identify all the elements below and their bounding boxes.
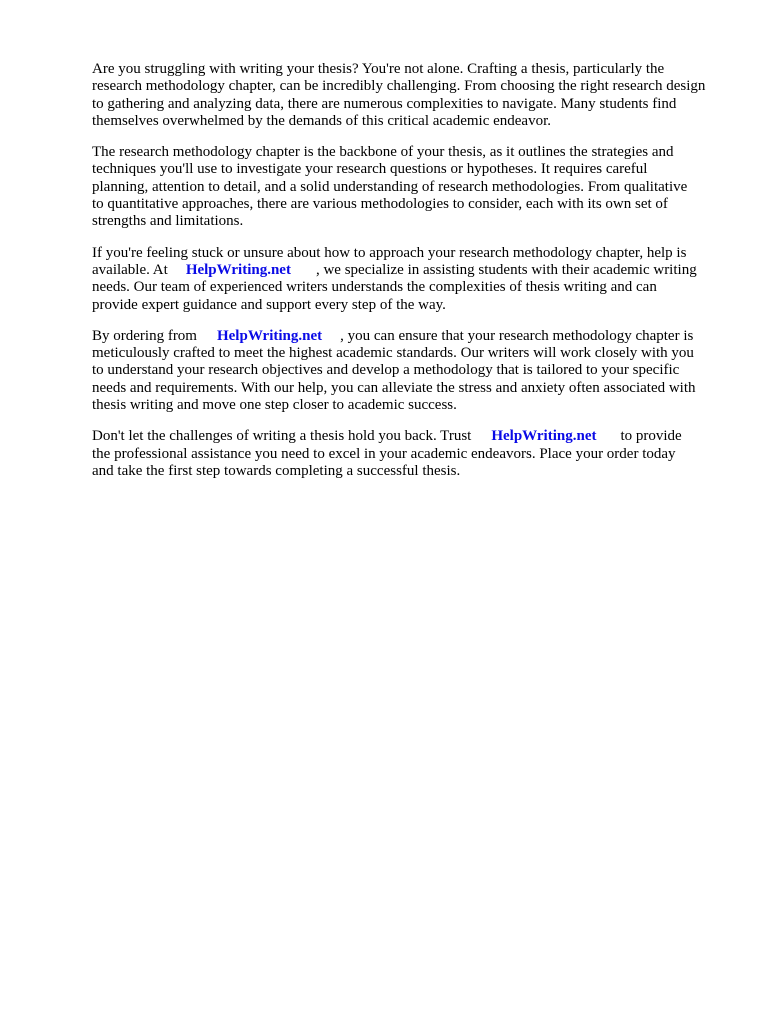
text-line: provide expert guidance and support every step of the way. [92,296,446,313]
text-line: If you're feeling stuck or unsure about how to approach your research methodology chapter, help is [92,244,687,261]
helpwriting-link[interactable]: HelpWriting.net [491,428,597,445]
text-line: Are you struggling with writing your thesis? You're not alone. Crafting a thesis, particularly the [92,61,665,77]
text-line: the professional assistance you need to excel in your academic endeavors. Place your order today [92,445,676,462]
text-line: The research methodology chapter is the backbone of your thesis, as it outlines the strategies and [92,144,674,161]
text-line: research methodology chapter, can be incredibly challenging. From choosing the right research design [92,78,706,95]
text-line: needs. Our team of experienced writers understands the complexities of thesis writing and can [92,279,657,296]
text-line [92,328,732,345]
text-line [92,262,732,279]
text-segment: , we specialize in assisting students with their academic writing [315,261,697,278]
text-segment: By ordering from [92,327,197,344]
text-line: to understand your research objectives and develop a methodology that is tailored to your specific [92,362,680,379]
text-line: strengths and limitations. [92,213,244,230]
text-line: to quantitative approaches, there are various methodologies to consider, each with its own set of [92,196,668,213]
text-segment: available. At [92,261,168,278]
text-segment: , you can ensure that your research methodology chapter is [340,327,694,344]
helpwriting-link[interactable]: HelpWriting.net [185,261,291,278]
text-segment: to provide [620,428,682,445]
text-line: to gathering and analyzing data, there are numerous complexities to navigate. Many students find [92,95,677,112]
text-line: themselves overwhelmed by the demands of this critical academic endeavor. [92,112,552,129]
paragraph-closing [92,428,732,480]
paragraph-methodology [92,144,732,230]
text-line: meticulously crafted to meet the highest academic standards. Our writers will work closely with you [92,345,694,362]
paragraph-ordering [92,328,732,414]
document-body [92,61,732,494]
text-line: planning, attention to detail, and a solid understanding of research methodologies. From qualitative [92,178,688,195]
text-line: and take the first step towards completing a successful thesis. [92,462,461,479]
text-line [92,428,732,445]
text-line: thesis writing and move one step closer to academic success. [92,397,457,414]
helpwriting-link[interactable]: HelpWriting.net [216,327,323,344]
paragraph-intro [92,61,732,130]
paragraph-help [92,245,732,314]
text-line: needs and requirements. With our help, you can alleviate the stress and anxiety often associated with [92,379,696,396]
text-segment: Don't let the challenges of writing a thesis hold you back. Trust [92,428,472,445]
text-line: techniques you'll use to investigate your research questions or hypotheses. It requires careful [92,161,648,178]
